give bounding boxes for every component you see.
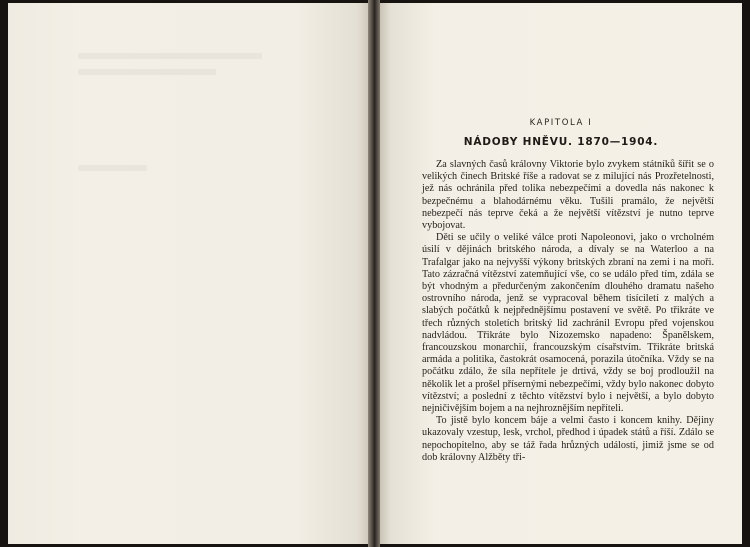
- paragraph-2: Děti se učily o veliké válce proti Napoleonovi, jako o vrcholném úsilí v dějinách britského národa, a dívaly se na Waterloo a na Trafalgar jako na nejvyšší výkony britských zbraní na zemi i na moři. Tato zázračná vítězství zatemňující vše, co se událo před tím, zdála se být vhodným a předurčeným zakončením dlouhého dramatu našeho ostrovního národa, jenž se vypracoval během tisíciletí z malých a slabých počátků k nejpřednějšímu postavení ve světě. Po třikráte ve třech různých stoletích britský lid zachránil Evropu před vojenskou nadvládou. Třikráte bylo Nizozemsko napadeno: Španělskem, francouzskou monarchií, francouzským císařstvím. Třikráte britská armáda a politika, častokrát osamocená, porazila útočníka. Vždy se na počátku zdálo, že síla nepřítele je drtivá, vždy se boj prodloužil na několik let a prošel přísernými nebezpečími, vždy bylo nakonec dobyto vítězství; a poslední z těchto vítězství bylo i největší, a bylo dobyto nejničivějším bojem a na nejhroznějším nepříteli.: [422, 232, 714, 415]
- left-page: [8, 3, 368, 544]
- chapter-title: NÁDOBY HNĚVU. 1870—1904.: [463, 136, 659, 148]
- right-page: [380, 3, 742, 544]
- chapter-label: KAPITOLA I: [529, 118, 593, 128]
- chapter-body: [422, 159, 714, 464]
- paragraph-1: Za slavných časů královny Viktorie bylo zvykem státníků šířit se o velikých činech Britské říše a radovat se z milující nás Prozřetelnosti, jež nás ochránila před tolika nebezpečími a dovedla nás nakonec k bezpečnému a blahodárnému věku. Tušili pramálo, že největší nebezpečí nás teprve čeká a že největší vítězství je nutno teprve vybojovat.: [422, 159, 714, 232]
- book-gutter: [368, 0, 380, 547]
- paragraph-3: To jistě bylo koncem báje a velmi často i koncem knihy. Dějiny ukazovaly vzestup, lesk, vrchol, předhod i úpadek států a říší. Zdálo se nepochopitelno, aby se táž řada hrůzných událostí, jimiž jsme se od dob královny Alžběty tři-: [422, 415, 714, 463]
- show-through-ghost-text: [78, 43, 308, 243]
